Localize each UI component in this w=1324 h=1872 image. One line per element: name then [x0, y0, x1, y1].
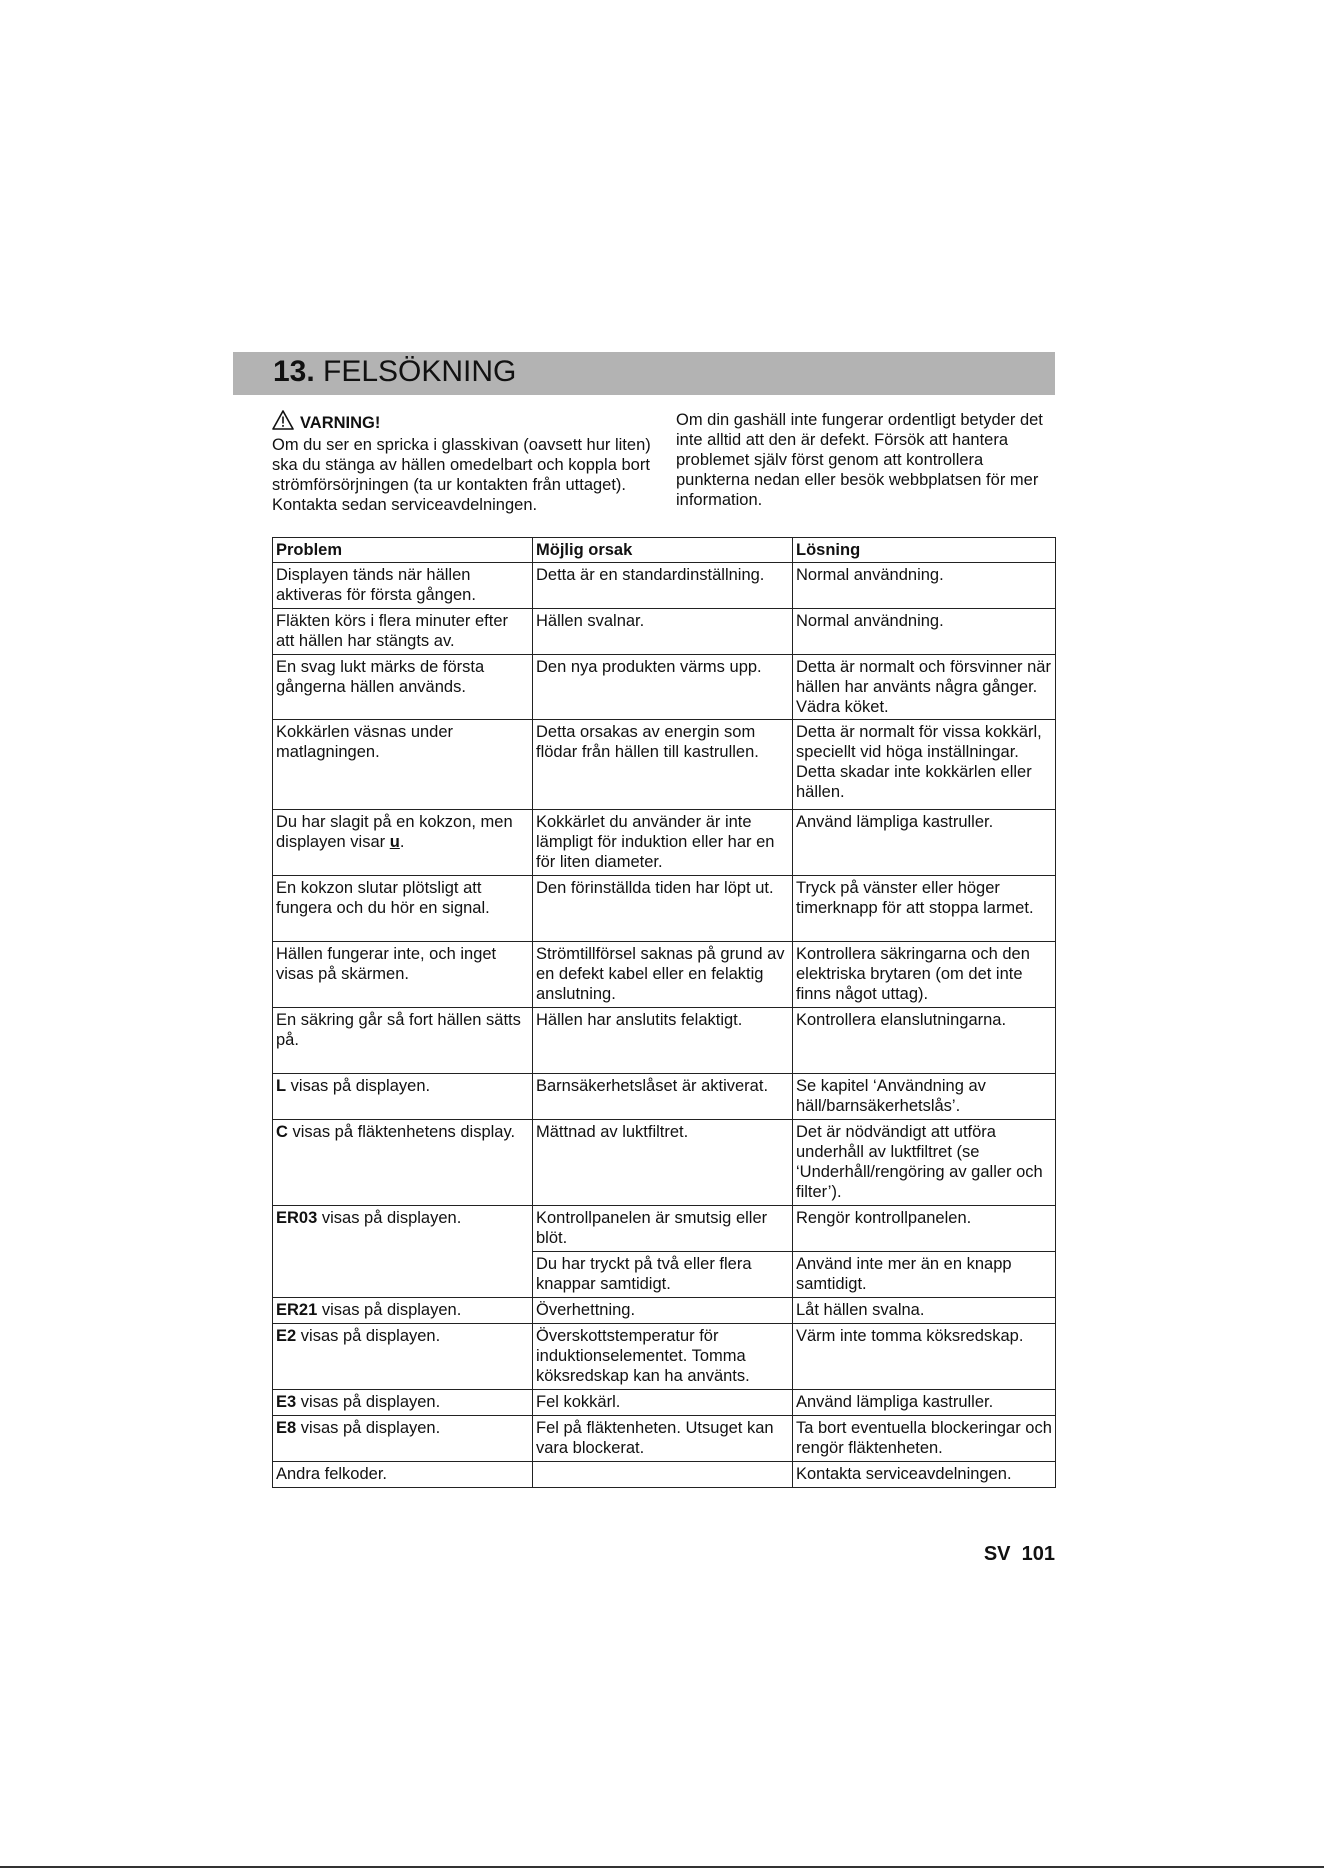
table-row [273, 1074, 1056, 1120]
solution-cell: Ta bort eventuella blockeringar och rengör fläktenheten. [793, 1416, 1056, 1462]
problem-cell [273, 1324, 533, 1390]
table-row [273, 1206, 1056, 1252]
solution-cell: Det är nödvändigt att utföra underhåll av luktfiltret (se ‘Underhåll/rengöring av galler och filter’). [793, 1120, 1056, 1206]
warning-heading [272, 410, 672, 435]
error-code: ER03 [276, 1209, 318, 1227]
problem-cell: En kokzon slutar plötsligt att fungera och du hör en signal. [273, 876, 533, 942]
problem-cell: Fläkten körs i flera minuter efter att hällen har stängts av. [273, 609, 533, 655]
problem-text: Du har slagit på en kokzon, men displayen visar [276, 813, 513, 851]
solution-cell: Använd inte mer än en knapp samtidigt. [793, 1252, 1056, 1298]
cause-cell: Överskottstemperatur för induktionselementet. Tomma köksredskap kan ha använts. [533, 1324, 793, 1390]
section-number: 13. [273, 355, 315, 388]
solution-cell: Låt hällen svalna. [793, 1298, 1056, 1324]
cause-cell: Den förinställda tiden har löpt ut. [533, 876, 793, 942]
problem-cell: Displayen tänds när hällen aktiveras för första gången. [273, 563, 533, 609]
problem-text: visas på displayen. [296, 1393, 441, 1411]
problem-text: visas på displayen. [286, 1077, 431, 1095]
cause-cell [533, 1462, 793, 1488]
table-header-row [273, 538, 1056, 563]
solution-cell: Använd lämpliga kastruller. [793, 1390, 1056, 1416]
header-solution: Lösning [793, 538, 1056, 563]
solution-cell: Tryck på vänster eller höger timerknapp för att stoppa larmet. [793, 876, 1056, 942]
cause-cell: Strömtillförsel saknas på grund av en defekt kabel eller en felaktig anslutning. [533, 942, 793, 1008]
troubleshooting-table [272, 537, 1056, 1488]
solution-cell: Normal användning. [793, 609, 1056, 655]
intro-paragraph [676, 410, 1056, 510]
cause-cell: Hällen svalnar. [533, 609, 793, 655]
table-row [273, 1462, 1056, 1488]
solution-cell: Detta är normalt och försvinner när hällen har använts några gånger. Vädra köket. [793, 655, 1056, 720]
error-code: E2 [276, 1327, 297, 1345]
solution-cell: Värm inte tomma köksredskap. [793, 1324, 1056, 1390]
table-row [273, 609, 1056, 655]
solution-cell: Rengör kontrollpanelen. [793, 1206, 1056, 1252]
error-code: C [276, 1123, 288, 1141]
table-row [273, 1416, 1056, 1462]
error-code: E8 [276, 1419, 297, 1437]
warning-contact: Kontakta sedan serviceavdelningen. [272, 496, 538, 514]
problem-cell: Hällen fungerar inte, och inget visas på skärmen. [273, 942, 533, 1008]
problem-cell: En säkring går så fort hällen sätts på. [273, 1008, 533, 1074]
problem-text: visas på fläktenhetens display. [287, 1123, 516, 1141]
problem-text: visas på displayen. [296, 1327, 441, 1345]
table-row [273, 810, 1056, 876]
problem-cell [273, 1416, 533, 1462]
problem-cell [273, 1120, 533, 1206]
solution-cell: Detta är normalt för vissa kokkärl, speciellt vid höga inställningar. Detta skadar inte kokkärlen eller hällen. [793, 720, 1056, 810]
table-row [273, 1390, 1056, 1416]
warning-text: Om du ser en spricka i glasskivan (oavsett hur liten) ska du stänga av hällen omedelbart och koppla bort strömförsörjningen (ta ur kontakten från uttaget). [272, 436, 651, 494]
problem-cell: En svag lukt märks de första gångerna hällen används. [273, 655, 533, 720]
cause-cell: Mättnad av luktfiltret. [533, 1120, 793, 1206]
table-row [273, 1324, 1056, 1390]
problem-cell: Andra felkoder. [273, 1462, 533, 1488]
solution-cell: Se kapitel ‘Användning av häll/barnsäkerhetslås’. [793, 1074, 1056, 1120]
cause-cell: Kokkärlet du använder är inte lämpligt för induktion eller har en för liten diameter. [533, 810, 793, 876]
table-row [273, 1298, 1056, 1324]
display-code: u [389, 833, 400, 851]
problem-text: visas på displayen. [317, 1301, 462, 1319]
problem-text: visas på displayen. [317, 1209, 462, 1227]
solution-cell: Kontakta serviceavdelningen. [793, 1462, 1056, 1488]
cause-cell: Kontrollpanelen är smutsig eller blöt. [533, 1206, 793, 1252]
problem-cell [273, 1206, 533, 1298]
table-row [273, 1120, 1056, 1206]
header-problem: Problem [273, 538, 533, 563]
intro-text: Om din gashäll inte fungerar ordentligt betyder det inte alltid att den är defekt. Försök att hantera problemet själv först genom att kontrollera punkterna nedan eller besök webbplatsen för mer information. [676, 411, 1043, 509]
problem-text: visas på displayen. [296, 1419, 441, 1437]
table-row [273, 563, 1056, 609]
cause-cell: Fel kokkärl. [533, 1390, 793, 1416]
table-row [273, 942, 1056, 1008]
page-footer [965, 1543, 1055, 1566]
cause-cell: Överhettning. [533, 1298, 793, 1324]
error-code: E3 [276, 1393, 297, 1411]
problem-cell [273, 1074, 533, 1120]
warning-triangle-icon [272, 410, 294, 435]
table-row [273, 876, 1056, 942]
scan-edge-line [0, 1866, 1324, 1868]
solution-cell: Kontrollera elanslutningarna. [793, 1008, 1056, 1074]
solution-cell: Kontrollera säkringarna och den elektriska brytaren (om det inte finns något uttag). [793, 942, 1056, 1008]
cause-cell: Hällen har anslutits felaktigt. [533, 1008, 793, 1074]
table-row [273, 720, 1056, 810]
problem-cell [273, 1390, 533, 1416]
table-row [273, 1008, 1056, 1074]
problem-cell [273, 1298, 533, 1324]
problem-cell [273, 810, 533, 876]
cause-cell: Detta är en standardinställning. [533, 563, 793, 609]
cause-cell: Fel på fläktenheten. Utsuget kan vara blockerat. [533, 1416, 793, 1462]
cause-cell: Barnsäkerhetslåset är aktiverat. [533, 1074, 793, 1120]
problem-text-end: . [399, 833, 405, 851]
warning-title: VARNING! [300, 413, 381, 432]
problem-cell: Kokkärlen väsnas under matlagningen. [273, 720, 533, 810]
cause-cell: Detta orsakas av energin som flödar från hällen till kastrullen. [533, 720, 793, 810]
cause-cell: Den nya produkten värms upp. [533, 655, 793, 720]
language-code: SV [983, 1543, 1011, 1565]
header-cause: Möjlig orsak [533, 538, 793, 563]
cause-cell: Du har tryckt på två eller flera knappar samtidigt. [533, 1252, 793, 1298]
solution-cell: Normal användning. [793, 563, 1056, 609]
solution-cell: Använd lämpliga kastruller. [793, 810, 1056, 876]
error-code: ER21 [276, 1301, 318, 1319]
section-heading [233, 352, 1055, 395]
table-row [273, 655, 1056, 720]
error-code: L [276, 1077, 287, 1095]
section-title: FELSÖKNING [323, 355, 517, 388]
warning-block [272, 410, 672, 515]
page-number: 101 [1021, 1543, 1055, 1565]
